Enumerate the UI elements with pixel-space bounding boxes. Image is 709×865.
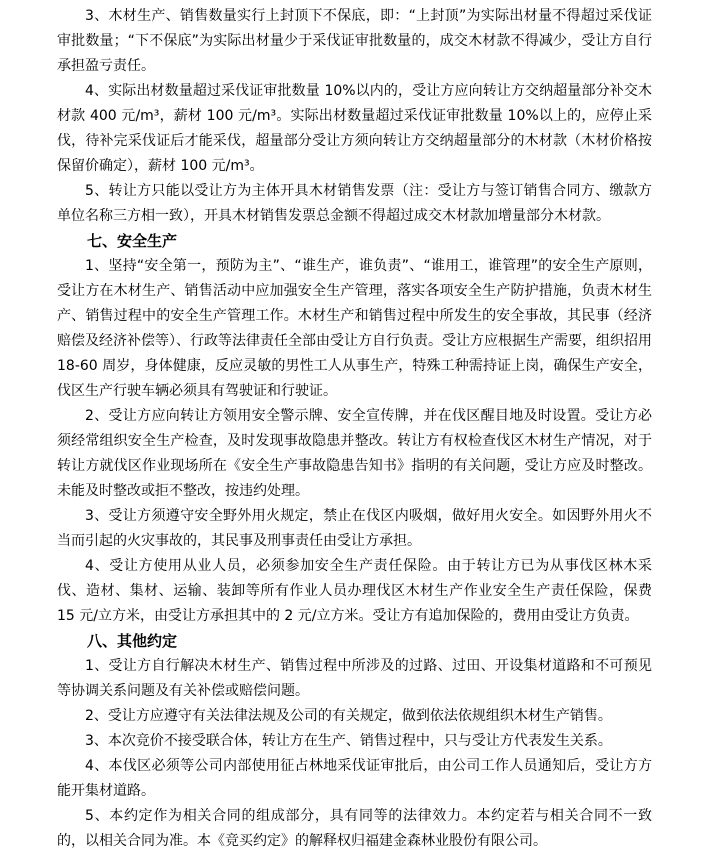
document-content (57, 4, 652, 854)
paragraph: 4、本伐区必须等公司内部使用征占林地采伐证审批后，由公司工作人员通知后，受让方方能开集材道路。 (57, 758, 652, 799)
paragraph: 3、木材生产、销售数量实行上封顶下不保底，即：“上封顶”为实际出材量不得超过采伐证审批数量；“下不保底”为实际出材量少于采伐证审批数量的，成交木材款不得减少，受让方自行承担盈亏责任。 (57, 8, 652, 74)
paragraph: 4、实际出材数量超过采伐证审批数量 10%以内的，受让方应向转让方交纳超量部分补交木材款 400 元/m³，薪材 100 元/m³。实际出材数量超过采伐证审批数量 10%以上的，应停止采伐，待补完采伐证后才能采伐，超量部分受让方须向转让方交纳超量部分的木材款（木材价格按保留价确定），薪材 100 元/m³。 (57, 83, 652, 174)
paragraph: 1、受让方自行解决木材生产、销售过程中所涉及的过路、过田、开设集材道路和不可预见等协调关系问题及有关补偿或赔偿问题。 (57, 658, 652, 699)
section-heading: 八、其他约定 (87, 632, 178, 650)
paragraph: 4、受让方使用从业人员，必须参加安全生产责任保险。由于转让方已为从事伐区林木采伐、造材、集材、运输、装卸等所有作业人员办理伐区木材生产作业安全生产责任保险，保费 15 元/立方米，由受让方承担其中的 2 元/立方米。受让方有追加保险的，费用由受让方负责。 (57, 558, 652, 624)
paragraph: 2、受让方应向转让方领用安全警示牌、安全宣传牌，并在伐区醒目地及时设置。受让方必须经常组织安全生产检查，及时发现事故隐患并整改。转让方有权检查伐区木材生产情况，对于转让方就伐区作业现场所在《安全生产事故隐患告知书》指明的有关问题，受让方应及时整改。未能及时整改或拒不整改，按违约处理。 (57, 408, 652, 499)
paragraph: 2、受让方应遵守有关法律法规及公司的有关规定，做到依法依规组织木材生产销售。 (85, 708, 612, 724)
paragraph: 5、转让方只能以受让方为主体开具木材销售发票（注：受让方与签订销售合同方、缴款方单位名称三方相一致），开具木材销售发票总金额不得超过成交木材款加增量部分木材款。 (57, 183, 652, 224)
paragraph: 3、受让方须遵守安全野外用火规定，禁止在伐区内吸烟，做好用火安全。如因野外用火不当而引起的火灾事故的，其民事及刑事责任由受让方承担。 (57, 508, 652, 549)
paragraph: 1、坚持“安全第一，预防为主”、“谁生产，谁负责”、“谁用工，谁管理”的安全生产原则，受让方在木材生产、销售活动中应加强安全生产管理，落实各项安全生产防护措施，负责木材生产、销售过程中的安全生产管理工作。木材生产和销售过程中所发生的安全事故，其民事（经济赔偿及经济补偿等）、行政等法律责任全部由受让方自行负责。受让方应根据生产需要，组织招用 18-60 周岁，身体健康，反应灵敏的男性工人从事生产，特殊工种需持证上岗，确保生产安全，伐区生产行驶车辆必须具有驾驶证和行驶证。 (57, 258, 652, 399)
paragraph: 3、本次竞价不接受联合体，转让方在生产、销售过程中，只与受让方代表发生关系。 (85, 733, 612, 749)
section-heading: 七、安全生产 (87, 232, 178, 250)
paragraph: 5、本约定作为相关合同的组成部分，具有同等的法律效力。本约定若与相关合同不一致的，以相关合同为准。本《竞买约定》的解释权归福建金森林业股份有限公司。 (57, 808, 652, 849)
